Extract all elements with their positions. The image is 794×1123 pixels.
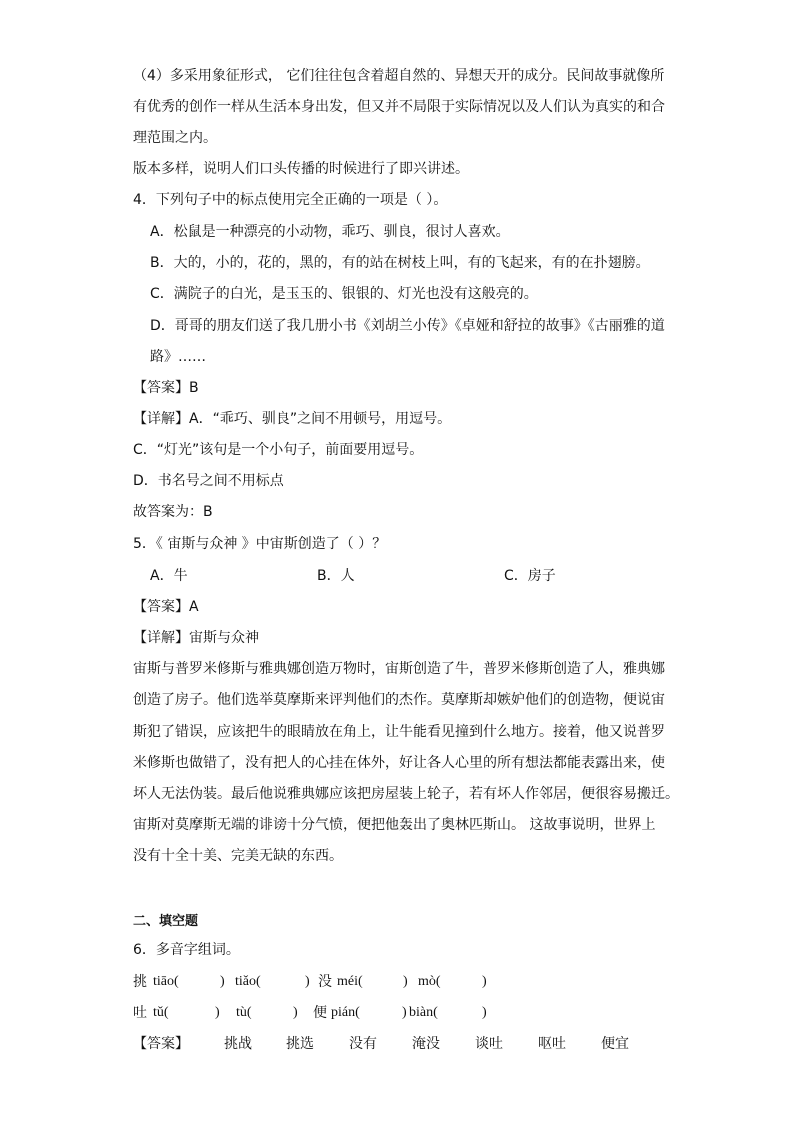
passage-line: （4）多采用象征形式， 它们往往包含着超自然的、异想天开的成分。民间故事就像所 — [133, 68, 665, 84]
q5-option-a: A．牛 — [150, 568, 188, 584]
question-5-stem: 5．《 宙斯与众神 》中宙斯创造了（ ）？ — [133, 536, 387, 552]
pinyin: tù( — [236, 1005, 252, 1020]
q4-final: 故答案为：B — [133, 504, 213, 520]
polyphone-char: 吐 — [133, 1005, 147, 1021]
section-title: 二、填空题 — [133, 914, 199, 929]
q5-option-c: C．房子 — [504, 568, 556, 584]
passage-line: 理范围之内。 — [133, 130, 217, 146]
q4-option-c: C．满院子的白光，是玉玉的、银银的、灯光也没有这般亮的。 — [150, 286, 538, 302]
blank-close: ) — [293, 1005, 298, 1020]
q4-option-a: A．松鼠是一种漂亮的小动物，乖巧、驯良，很讨人喜欢。 — [150, 224, 510, 240]
blank-close: ) — [402, 1005, 407, 1020]
q5-story-line: 宙斯与普罗米修斯与雅典娜创造万物时，宙斯创造了牛，普罗米修斯创造了人，雅典娜 — [133, 661, 665, 677]
pinyin: tiǎo( — [235, 974, 261, 989]
pinyin: méi( — [337, 974, 363, 989]
q5-story-line: 坏人无法伪装。最后他说雅典娜应该把房屋装上轮子，若有坏人作邻居，便很容易搬迁。 — [133, 786, 679, 802]
pinyin: tiāo( — [153, 974, 179, 989]
q4-note-c: C．“灯光”该句是一个小句子，前面要用逗号。 — [133, 442, 424, 458]
q4-answer: 【答案】B — [133, 380, 199, 396]
pinyin: pián( — [331, 1005, 360, 1020]
q4-option-d-cont: 路》…… — [150, 349, 206, 365]
answer-word: 淹没 — [412, 1036, 440, 1052]
polyphone-char: 挑 — [133, 974, 147, 990]
polyphone-char: 没 — [318, 974, 332, 990]
question-4-stem: 4．下列句子中的标点使用完全正确的一项是（ ）。 — [133, 192, 448, 208]
q5-detail: 【详解】宙斯与众神 — [133, 630, 259, 646]
pinyin: biàn( — [409, 1005, 438, 1020]
polyphone-char: 便 — [313, 1005, 327, 1021]
answer-word: 谈吐 — [475, 1036, 503, 1052]
answer-word: 挑战 — [224, 1036, 252, 1052]
q4-option-d: D．哥哥的朋友们送了我几册小书《刘胡兰小传》《卓娅和舒拉的故事》《古丽雅的道 — [150, 318, 665, 334]
blank-close: ) — [482, 1005, 487, 1020]
q5-answer: 【答案】A — [133, 599, 199, 615]
pinyin: mò( — [418, 974, 441, 989]
pinyin: tǔ( — [153, 1005, 169, 1020]
blank-close: ) — [220, 974, 225, 989]
answer-word: 便宜 — [601, 1036, 629, 1052]
q4-option-b: B．大的，小的，花的，黑的，有的站在树枝上叫，有的飞起来，有的在扑翅膀。 — [150, 255, 650, 271]
question-6-stem: 6．多音字组词。 — [133, 942, 240, 958]
answer-word: 呕吐 — [538, 1036, 566, 1052]
q6-answer-label: 【答案】 — [133, 1036, 189, 1052]
q5-story-line: 创造了房子。他们选举莫摩斯来评判他们的杰作。莫摩斯却嫉妒他们的创造物，便说宙 — [133, 692, 665, 708]
q5-story-line: 没有十全十美、完美无缺的东西。 — [133, 848, 343, 864]
blank-close: ) — [215, 1005, 220, 1020]
q5-story-line: 米修斯也做错了，没有把人的心挂在体外，好让各人心里的所有想法都能表露出来，使 — [133, 755, 665, 771]
blank-close: ) — [305, 974, 310, 989]
passage-line: 版本多样，说明人们口头传播的时候进行了即兴讲述。 — [133, 161, 469, 177]
blank-close: ) — [403, 974, 408, 989]
answer-word: 没有 — [349, 1036, 377, 1052]
q5-option-b: B．人 — [317, 568, 355, 584]
q4-note-d: D．书名号之间不用标点 — [133, 473, 284, 489]
blank-close: ) — [482, 974, 487, 989]
answer-word: 挑选 — [286, 1036, 314, 1052]
q5-story-line: 斯犯了错误，应该把牛的眼睛放在角上，让牛能看见撞到什么地方。接着，他又说普罗 — [133, 724, 665, 740]
q4-detail: 【详解】A．“乖巧、驯良”之间不用顿号，用逗号。 — [133, 411, 452, 427]
q5-story-line: 宙斯对莫摩斯无端的诽谤十分气愤，便把他轰出了奥林匹斯山。 这故事说明，世界上 — [133, 817, 656, 833]
passage-line: 有优秀的创作一样从生活本身出发，但又并不局限于实际情况以及人们认为真实的和合 — [133, 99, 665, 115]
